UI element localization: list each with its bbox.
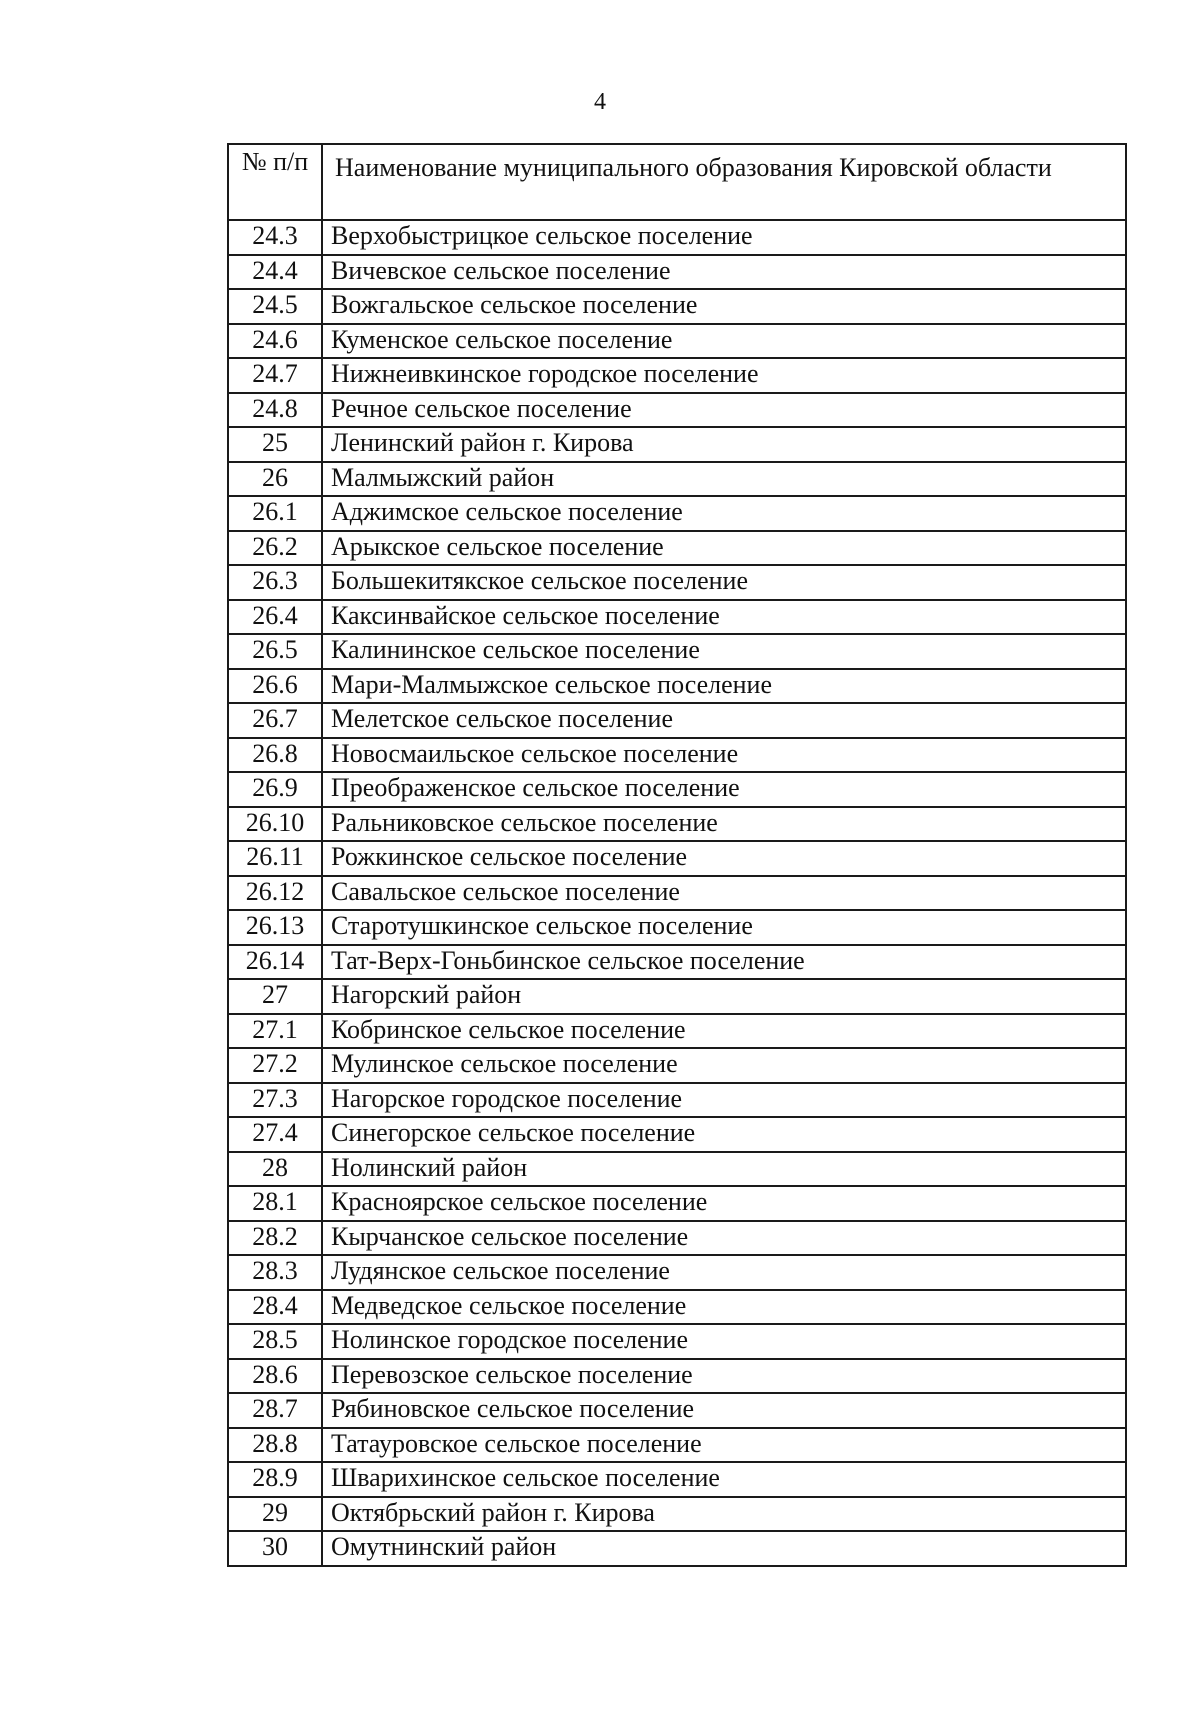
- row-number: 26.10: [228, 807, 322, 842]
- table-row: [228, 1497, 1126, 1532]
- table-row: [228, 393, 1126, 428]
- municipality-name: Красноярское сельское поселение: [322, 1186, 1126, 1221]
- municipality-name: Мулинское сельское поселение: [322, 1048, 1126, 1083]
- row-number: 29: [228, 1497, 322, 1532]
- page-number: 4: [594, 89, 606, 115]
- row-number: 26.5: [228, 634, 322, 669]
- row-number: 28: [228, 1152, 322, 1187]
- table-row: [228, 600, 1126, 635]
- table-row: [228, 1324, 1126, 1359]
- municipality-name: Савальское сельское поселение: [322, 876, 1126, 911]
- municipality-name: Рябиновское сельское поселение: [322, 1393, 1126, 1428]
- municipality-name: Нагорский район: [322, 979, 1126, 1014]
- row-number: 26.4: [228, 600, 322, 635]
- table-row: [228, 703, 1126, 738]
- row-number: 28.5: [228, 1324, 322, 1359]
- row-number: 30: [228, 1531, 322, 1566]
- header-name: Наименование муниципального образования Кировской области: [322, 144, 1126, 220]
- municipality-name: Октябрьский район г. Кирова: [322, 1497, 1126, 1532]
- municipality-name: Синегорское сельское поселение: [322, 1117, 1126, 1152]
- row-number: 28.8: [228, 1428, 322, 1463]
- table-row: [228, 220, 1126, 255]
- municipality-name: Верхобыстрицкое сельское поселение: [322, 220, 1126, 255]
- table-row: [228, 669, 1126, 704]
- table-row: [228, 565, 1126, 600]
- municipality-name: Тат-Верх-Гоньбинское сельское поселение: [322, 945, 1126, 980]
- municipality-table: [227, 143, 1127, 1567]
- row-number: 26.1: [228, 496, 322, 531]
- header-number: № п/п: [228, 144, 322, 220]
- table-row: [228, 531, 1126, 566]
- municipality-name: Речное сельское поселение: [322, 393, 1126, 428]
- row-number: 26.6: [228, 669, 322, 704]
- municipality-name: Татауровское сельское поселение: [322, 1428, 1126, 1463]
- table-row: [228, 910, 1126, 945]
- table-body: [228, 220, 1126, 1566]
- row-number: 26.7: [228, 703, 322, 738]
- municipality-name: Нолинское городское поселение: [322, 1324, 1126, 1359]
- table-row: [228, 1359, 1126, 1394]
- row-number: 24.8: [228, 393, 322, 428]
- row-number: 28.4: [228, 1290, 322, 1325]
- row-number: 26.3: [228, 565, 322, 600]
- row-number: 26.13: [228, 910, 322, 945]
- municipality-name: Куменское сельское поселение: [322, 324, 1126, 359]
- municipality-name: Нагорское городское поселение: [322, 1083, 1126, 1118]
- table-row: [228, 1255, 1126, 1290]
- row-number: 24.7: [228, 358, 322, 393]
- table-row: [228, 1428, 1126, 1463]
- row-number: 28.9: [228, 1462, 322, 1497]
- municipality-name: Аджимское сельское поселение: [322, 496, 1126, 531]
- table-row: [228, 1290, 1126, 1325]
- table-row: [228, 1462, 1126, 1497]
- municipality-name: Медведское сельское поселение: [322, 1290, 1126, 1325]
- row-number: 24.4: [228, 255, 322, 290]
- row-number: 28.1: [228, 1186, 322, 1221]
- municipality-name: Кырчанское сельское поселение: [322, 1221, 1126, 1256]
- table-row: [228, 807, 1126, 842]
- municipality-name: Преображенское сельское поселение: [322, 772, 1126, 807]
- row-number: 28.7: [228, 1393, 322, 1428]
- municipality-name: Мелетское сельское поселение: [322, 703, 1126, 738]
- row-number: 28.6: [228, 1359, 322, 1394]
- header-row: [228, 144, 1126, 220]
- municipality-name: Большекитякское сельское поселение: [322, 565, 1126, 600]
- table-row: [228, 841, 1126, 876]
- municipality-name: Мари-Малмыжское сельское поселение: [322, 669, 1126, 704]
- table-row: [228, 876, 1126, 911]
- municipality-name: Калининское сельское поселение: [322, 634, 1126, 669]
- row-number: 27.4: [228, 1117, 322, 1152]
- table-row: [228, 1221, 1126, 1256]
- table-row: [228, 358, 1126, 393]
- table-row: [228, 1531, 1126, 1566]
- municipality-name: Нолинский район: [322, 1152, 1126, 1187]
- row-number: 27.2: [228, 1048, 322, 1083]
- row-number: 26.2: [228, 531, 322, 566]
- table-row: [228, 496, 1126, 531]
- table-row: [228, 1048, 1126, 1083]
- municipality-name: Перевозское сельское поселение: [322, 1359, 1126, 1394]
- municipality-name: Ральниковское сельское поселение: [322, 807, 1126, 842]
- municipality-name: Шварихинское сельское поселение: [322, 1462, 1126, 1497]
- municipality-name: Малмыжский район: [322, 462, 1126, 497]
- row-number: 26.9: [228, 772, 322, 807]
- table-row: [228, 945, 1126, 980]
- table-row: [228, 738, 1126, 773]
- table-row: [228, 979, 1126, 1014]
- row-number: 26: [228, 462, 322, 497]
- municipality-name: Кобринское сельское поселение: [322, 1014, 1126, 1049]
- table-row: [228, 634, 1126, 669]
- municipality-name: Старотушкинское сельское поселение: [322, 910, 1126, 945]
- municipality-name: Рожкинское сельское поселение: [322, 841, 1126, 876]
- row-number: 26.11: [228, 841, 322, 876]
- municipality-name: Омутнинский район: [322, 1531, 1126, 1566]
- row-number: 24.3: [228, 220, 322, 255]
- table-row: [228, 1393, 1126, 1428]
- municipality-name: Новосмаильское сельское поселение: [322, 738, 1126, 773]
- municipality-name: Нижнеивкинское городское поселение: [322, 358, 1126, 393]
- table-header: [228, 144, 1126, 220]
- table-row: [228, 1117, 1126, 1152]
- row-number: 24.6: [228, 324, 322, 359]
- table-row: [228, 324, 1126, 359]
- table-row: [228, 255, 1126, 290]
- row-number: 27.3: [228, 1083, 322, 1118]
- municipality-name: Каксинвайское сельское поселение: [322, 600, 1126, 635]
- row-number: 28.2: [228, 1221, 322, 1256]
- table-row: [228, 1152, 1126, 1187]
- table-row: [228, 1186, 1126, 1221]
- municipality-name: Лудянское сельское поселение: [322, 1255, 1126, 1290]
- row-number: 24.5: [228, 289, 322, 324]
- municipality-name: Вичевское сельское поселение: [322, 255, 1126, 290]
- table-row: [228, 462, 1126, 497]
- municipality-name: Ленинский район г. Кирова: [322, 427, 1126, 462]
- table-row: [228, 772, 1126, 807]
- table-row: [228, 427, 1126, 462]
- row-number: 28.3: [228, 1255, 322, 1290]
- row-number: 26.12: [228, 876, 322, 911]
- row-number: 26.8: [228, 738, 322, 773]
- row-number: 27: [228, 979, 322, 1014]
- row-number: 25: [228, 427, 322, 462]
- municipality-name: Арыкское сельское поселение: [322, 531, 1126, 566]
- table-row: [228, 289, 1126, 324]
- row-number: 27.1: [228, 1014, 322, 1049]
- table-row: [228, 1014, 1126, 1049]
- row-number: 26.14: [228, 945, 322, 980]
- table-row: [228, 1083, 1126, 1118]
- municipality-name: Вожгальское сельское поселение: [322, 289, 1126, 324]
